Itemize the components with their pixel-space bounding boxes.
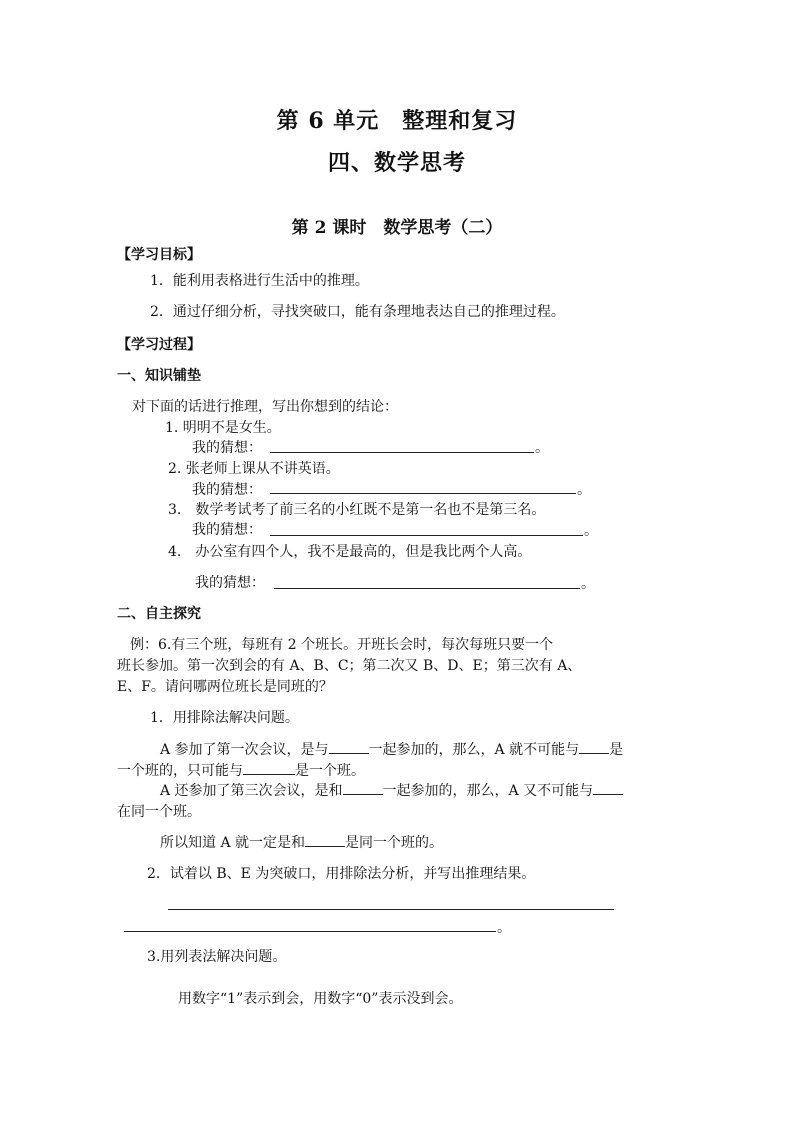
objective-item: 1．能利用表格进行生活中的推理。 (150, 273, 369, 289)
step2-title: 2．试着以 B、E 为突破口，用排除法分析，并写出推理结果。 (147, 866, 536, 882)
exclusion-sentence-2: A 还参加了第三次会议，是和 一起参加的，那么，A 又不可能与 (160, 780, 623, 800)
process-heading: 【学习过程】 (117, 337, 201, 353)
objectives-heading: 【学习目标】 (117, 247, 201, 263)
reasoning-item-3: 3. 数学考试考了前三名的小红既不是第一名也不是第三名。 (168, 502, 546, 518)
end-mark: 。 (535, 440, 549, 456)
step3-title: 3.用列表法解决问题。 (147, 949, 287, 965)
part1-heading: 一、知识铺垫 (117, 368, 201, 384)
end-mark: 。 (584, 523, 598, 539)
reasoning-item-2: 2. 张老师上课从不讲英语。 (168, 461, 340, 477)
guess-label: 我的猜想： (192, 522, 262, 538)
exclusion-conclusion: 所以知道 A 就一定是和 是同一个班的。 (160, 835, 444, 851)
section-title: 四、数学思考 (327, 150, 466, 176)
blank-field[interactable] (329, 741, 369, 754)
answer-line-6[interactable] (124, 931, 496, 932)
part1-intro: 对下面的话进行推理，写出你想到的结论： (132, 399, 398, 415)
blank-field[interactable] (593, 782, 623, 795)
part2-heading: 二、自主探究 (117, 606, 201, 622)
objective-item: 2．通过仔细分析，寻找突破口，能有条理地表达自己的推理过程。 (150, 304, 565, 320)
end-mark: 。 (497, 920, 511, 936)
guess-label: 我的猜想： (195, 575, 265, 591)
answer-line-5[interactable] (168, 909, 614, 910)
answer-line-4[interactable] (274, 588, 580, 589)
example-line: 例：6.有三个班，每班有 2 个班长。开班长会时，每次每班只要一个 (130, 637, 554, 653)
exclusion-sentence-1: A 参加了第一次会议，是与 一起参加的，那么，A 就不可能与 是 (160, 742, 624, 758)
blank-field[interactable] (243, 762, 295, 775)
exclusion-sentence-1-cont: 一个班的，只可能与 是一个班。 (117, 763, 365, 779)
blank-field[interactable] (579, 741, 609, 754)
exclusion-sentence-2-cont: 在同一个班。 (117, 804, 201, 820)
blank-field[interactable] (343, 782, 383, 795)
lesson-title: 第 2 课时 数学思考（二） (291, 218, 503, 238)
reasoning-item-4: 4. 办公室有四个人，我不是最高的，但是我比两个人高。 (168, 544, 532, 560)
guess-label: 我的猜想： (192, 440, 262, 456)
example-line: E、F。请问哪两位班长是同班的？ (117, 679, 333, 695)
answer-line-3[interactable] (270, 535, 583, 536)
answer-line-1[interactable] (270, 452, 534, 453)
example-line: 班长参加。第一次到会的有 A、B、C；第二次又 B、D、E；第三次有 A、 (117, 658, 582, 674)
reasoning-item-1: 1. 明明不是女生。 (165, 420, 281, 436)
guess-label: 我的猜想： (192, 482, 262, 498)
end-mark: 。 (577, 482, 591, 498)
step3-note: 用数字“1”表示到会，用数字“0”表示没到会。 (178, 991, 463, 1007)
step1-title: 1．用排除法解决问题。 (150, 710, 299, 726)
answer-line-2[interactable] (270, 493, 576, 494)
end-mark: 。 (581, 576, 595, 592)
unit-title: 第 6 单元 整理和复习 (276, 108, 518, 134)
blank-field[interactable] (305, 834, 345, 847)
